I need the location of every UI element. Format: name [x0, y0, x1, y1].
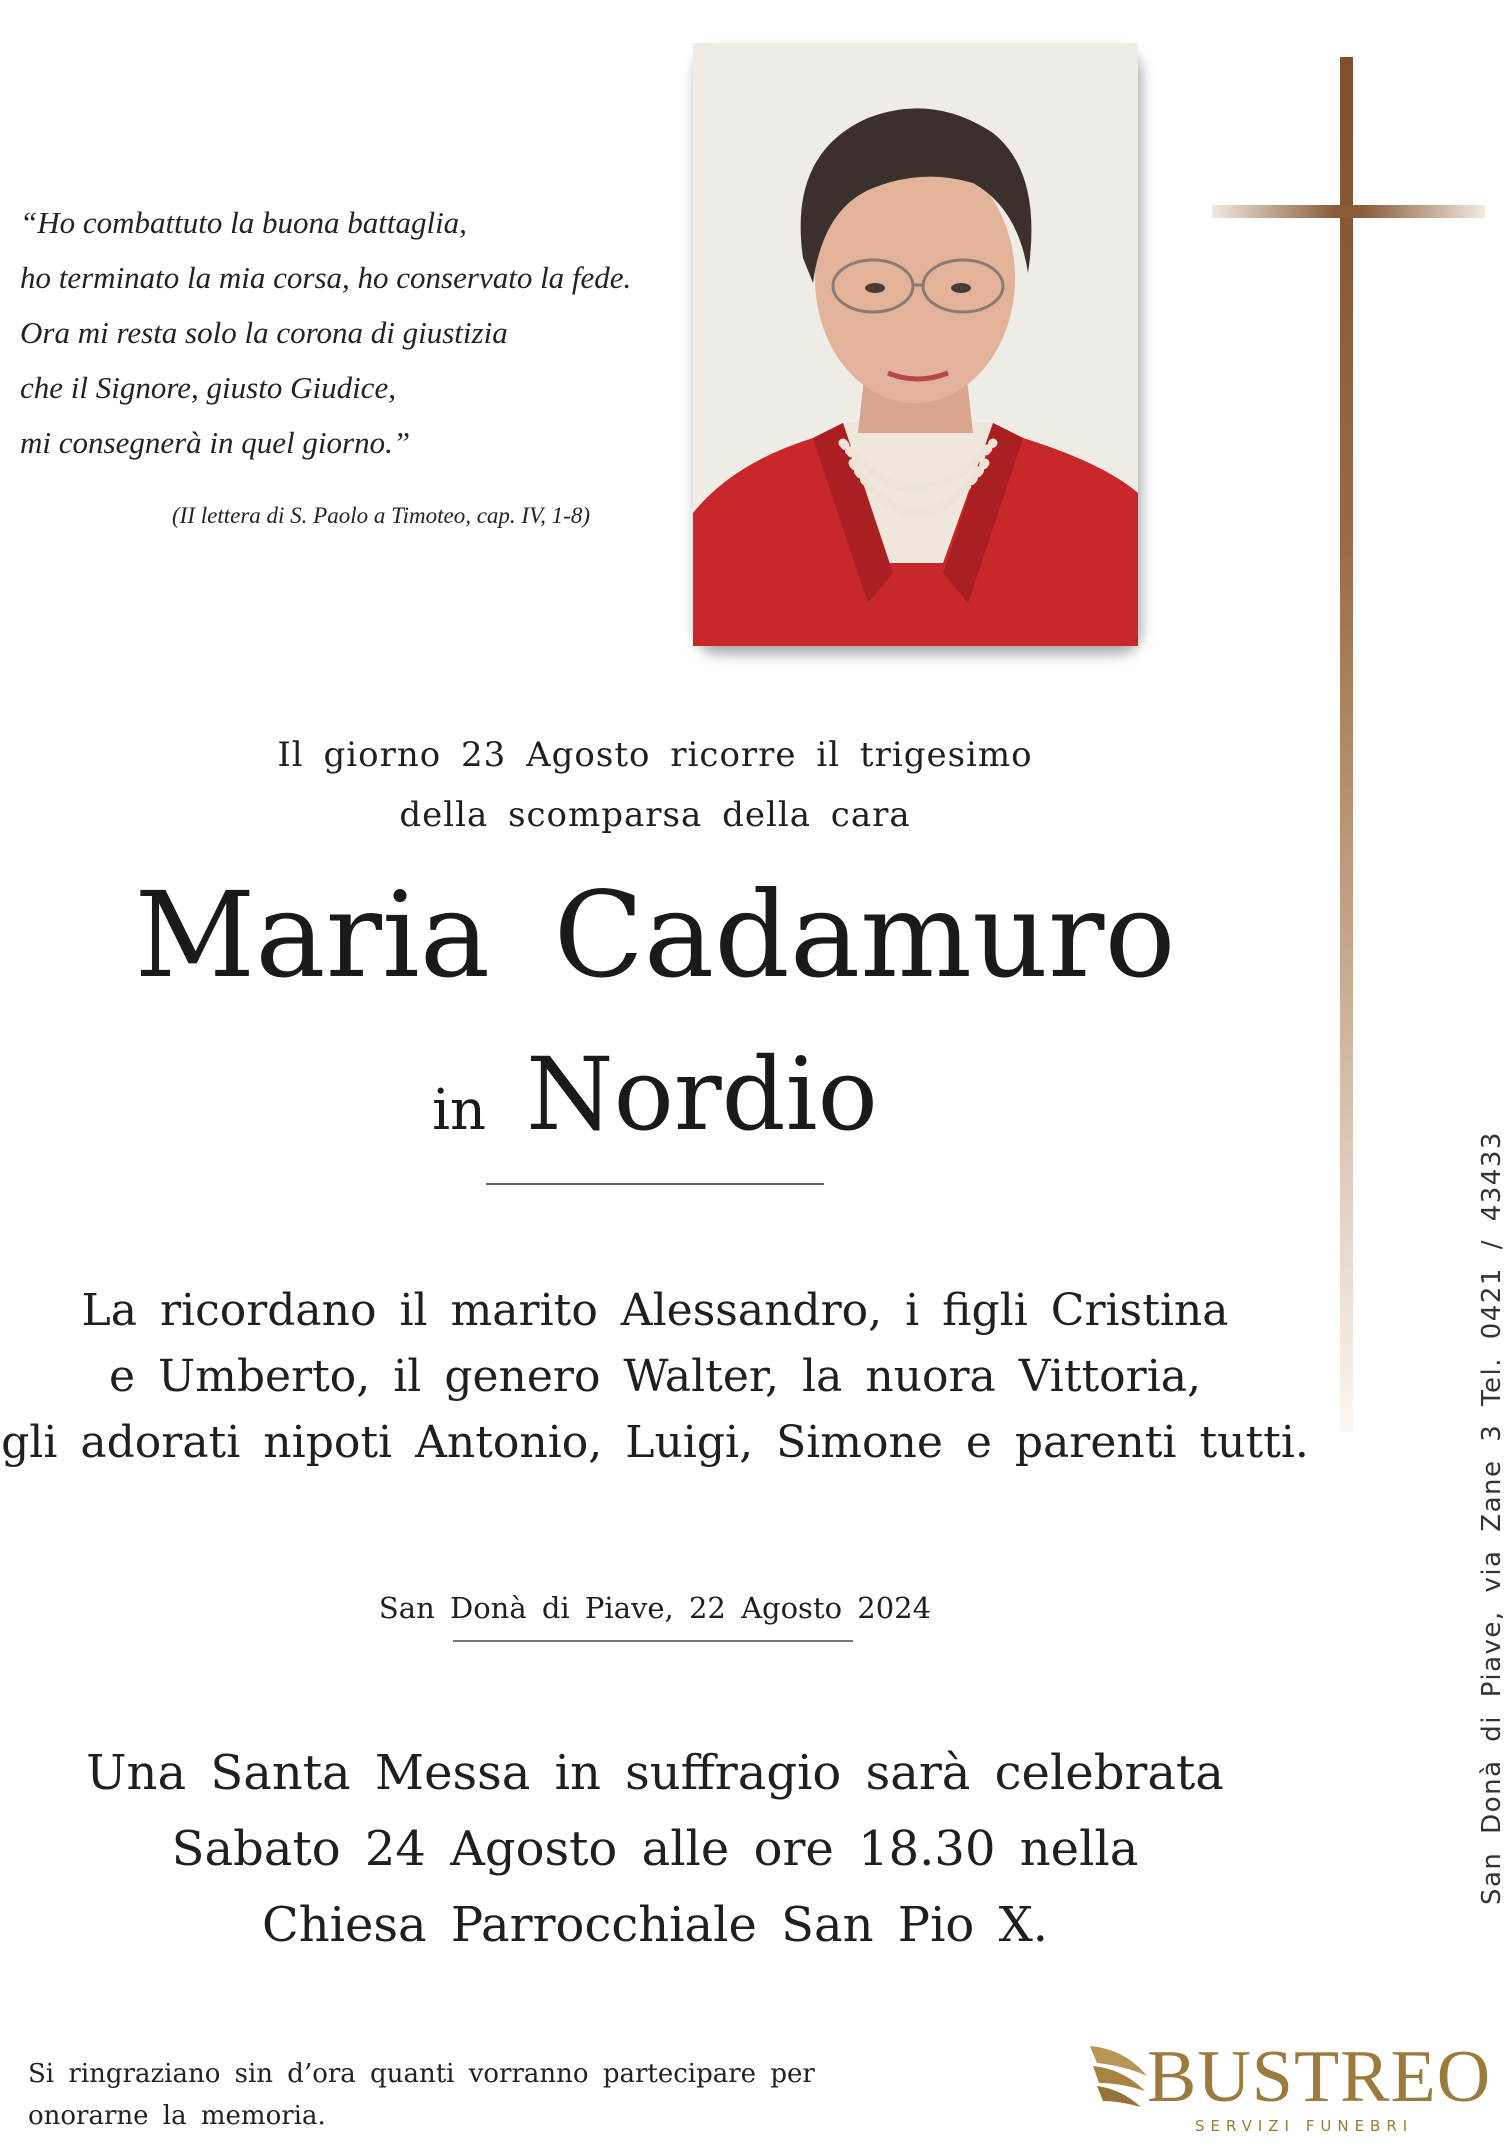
mass-line: Chiesa Parrocchiale San Pio X.: [261, 1897, 1049, 1953]
mass-line: Sabato 24 Agosto alle ore 18.30 nella: [171, 1821, 1139, 1877]
family-line: La ricordano il marito Alessandro, i figli Cristina: [81, 1285, 1229, 1336]
cross-vertical-bar: [1340, 57, 1353, 1432]
thanks-line: onorarne la memoria.: [28, 2101, 326, 2131]
deceased-name: Maria Cadamuro: [134, 866, 1176, 1004]
logo-tagline: SERVIZI FUNEBRI: [1195, 2117, 1414, 2135]
mass-announcement: [0, 1735, 1310, 1963]
quote-line: che il Signore, giusto Giudice,: [20, 370, 396, 405]
thanks-note: [28, 2053, 868, 2137]
divider-line: [486, 1183, 824, 1185]
intro-text: [0, 725, 1310, 845]
family-line: gli adorati nipoti Antonio, Luigi, Simone e parenti tutti.: [1, 1417, 1309, 1468]
intro-line: della scomparsa della cara: [399, 795, 911, 835]
quote-line: ho terminato la mia corsa, ho conservato la fede.: [20, 260, 632, 295]
family-line: e Umberto, il genero Walter, la nuora Vittoria,: [109, 1351, 1201, 1402]
funeral-home-logo: [1085, 2035, 1490, 2140]
bible-quote: [20, 195, 640, 470]
divider-line: [453, 1640, 853, 1642]
thanks-line: Si ringraziano sin d’ora quanti vorranno partecipare per: [28, 2059, 815, 2089]
married-name: Nordio: [526, 1036, 878, 1153]
quote-source: (II lettera di S. Paolo a Timoteo, cap. IV, 1-8): [172, 503, 590, 528]
family-mourners: [0, 1278, 1310, 1476]
quote-line: mi consegnerà in quel giorno.”: [20, 425, 411, 460]
wing-icon: [1085, 2041, 1155, 2113]
married-prefix: in: [432, 1078, 487, 1143]
place-date: San Donà di Piave, 22 Agosto 2024: [378, 1591, 932, 1625]
portrait-photo: [693, 43, 1138, 646]
mass-line: Una Santa Messa in suffragio sarà celebrata: [86, 1745, 1224, 1801]
intro-line: Il giorno 23 Agosto ricorre il trigesimo: [277, 735, 1033, 775]
funeral-home-contact: San Donà di Piave, via Zane 3 Tel. 0421 / 43433: [1477, 1131, 1507, 1905]
married-name-line: [0, 1035, 1310, 1171]
quote-line: Ora mi resta solo la corona di giustizia: [20, 315, 508, 350]
quote-line: “Ho combattuto la buona battaglia,: [20, 205, 467, 240]
cross-horizontal-bar: [1212, 205, 1485, 218]
logo-name: BUSTREO: [1147, 2036, 1492, 2118]
